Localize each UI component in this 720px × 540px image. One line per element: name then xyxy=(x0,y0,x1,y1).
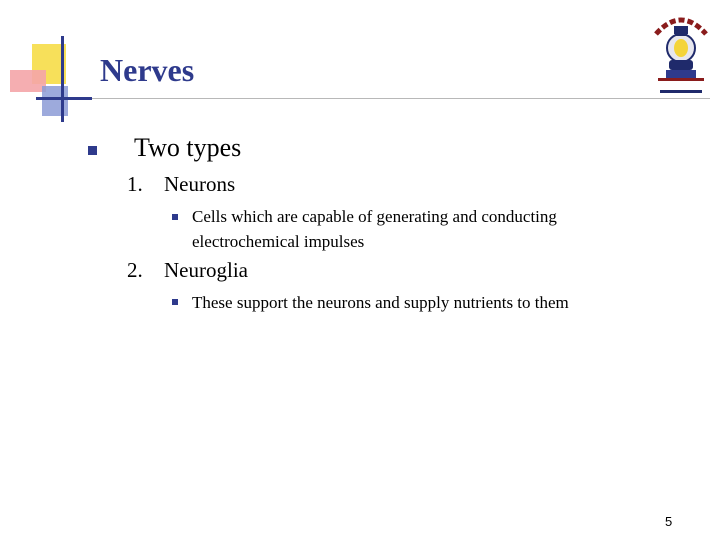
decor-horizontal-bar xyxy=(36,97,92,100)
bullet-square-icon xyxy=(172,214,178,220)
bullet-square-icon xyxy=(88,146,97,155)
list-item-label: Neuroglia xyxy=(164,258,248,282)
slide-title: Nerves xyxy=(100,52,195,88)
decor-blue-square xyxy=(42,86,68,116)
bullet-square-icon xyxy=(172,299,178,305)
decor-vertical-bar xyxy=(61,36,64,122)
detail-text: These support the neurons and supply nutrients to them xyxy=(192,293,569,312)
list-item-label: Neurons xyxy=(164,172,236,196)
detail-text: Cells which are capable of generating and conducting xyxy=(192,207,557,226)
list-number: 1. xyxy=(127,172,143,196)
detail-text: electrochemical impulses xyxy=(192,232,365,251)
page-number: 5 xyxy=(665,514,673,529)
bullet-text: Two types xyxy=(134,133,242,162)
institute-logo-icon xyxy=(650,6,712,98)
list-number: 2. xyxy=(127,258,143,282)
title-underline xyxy=(36,98,710,99)
decor-red-square xyxy=(10,70,46,92)
